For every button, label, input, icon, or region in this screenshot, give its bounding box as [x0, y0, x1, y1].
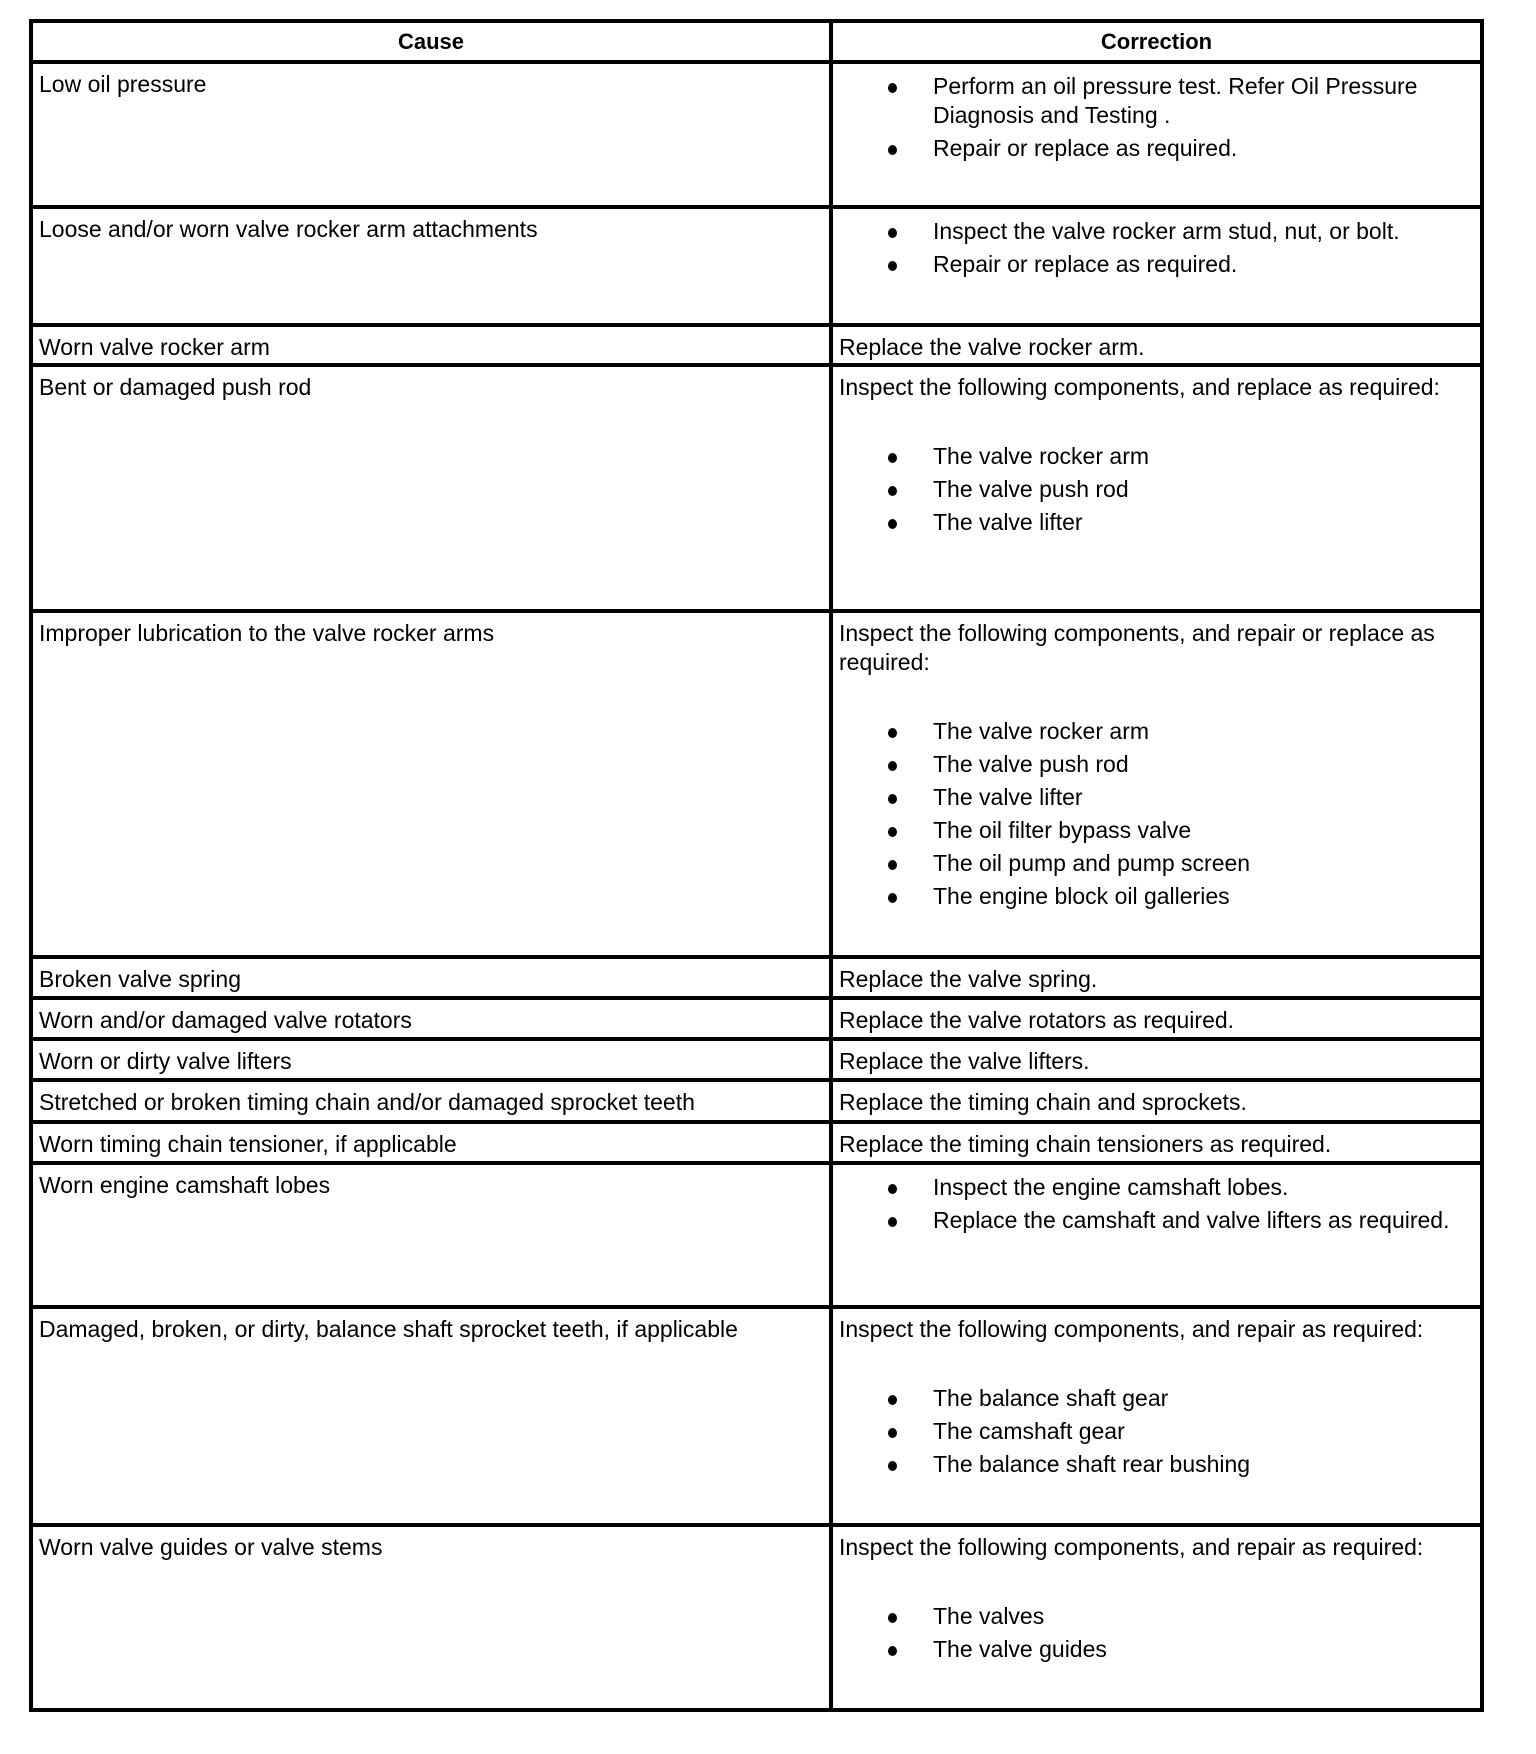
bullet-icon [888, 728, 897, 738]
correction-bullet-item [833, 508, 1480, 537]
header-row [31, 21, 1482, 62]
bullet-text: The balance shaft rear bushing [933, 1451, 1251, 1477]
table-row [31, 207, 1482, 325]
bullet-text: The valves [933, 1603, 1045, 1629]
bullet-icon [888, 1646, 897, 1656]
correction-bullet-item [833, 1384, 1480, 1413]
correction-bullet-item [833, 442, 1480, 471]
bullet-icon [888, 860, 897, 870]
table-row [31, 325, 1482, 365]
bullet-text: The valve lifter [933, 509, 1083, 535]
cause-cell [31, 998, 831, 1039]
bullet-text: The oil pump and pump screen [933, 850, 1251, 876]
bullet-text: The oil filter bypass valve [933, 817, 1192, 843]
bullet-text: Inspect the engine camshaft lobes. [933, 1174, 1289, 1200]
correction-bullet-list [833, 717, 1480, 911]
cause-cell [31, 611, 831, 957]
bullet-text: The balance shaft gear [933, 1385, 1169, 1411]
bullet-text: The camshaft gear [933, 1418, 1125, 1444]
correction-cell [831, 1080, 1482, 1122]
cause-text: Improper lubrication to the valve rocker arms [39, 620, 495, 646]
header-cause: Cause [31, 21, 831, 62]
correction-bullet-list [833, 72, 1480, 163]
correction-cell [831, 1039, 1482, 1080]
bullet-text: The engine block oil galleries [933, 883, 1230, 909]
cause-cell [31, 62, 831, 207]
cause-text: Loose and/or worn valve rocker arm attachments [39, 216, 538, 242]
bullet-icon [888, 761, 897, 771]
table-row [31, 1307, 1482, 1525]
correction-bullet-item [833, 1602, 1480, 1631]
table-row [31, 1122, 1482, 1163]
table-row [31, 1163, 1482, 1307]
cause-text: Stretched or broken timing chain and/or damaged sprocket teeth [39, 1089, 695, 1115]
cause-cell [31, 1039, 831, 1080]
correction-bullet-item [833, 1417, 1480, 1446]
correction-text: Inspect the following components, and repair as required: [839, 1534, 1424, 1560]
table-row [31, 1525, 1482, 1710]
table-row [31, 1080, 1482, 1122]
correction-text: Replace the valve spring. [839, 966, 1098, 992]
correction-text: Replace the timing chain tensioners as required. [839, 1131, 1332, 1157]
bullet-text: Repair or replace as required. [933, 251, 1238, 277]
bullet-icon [888, 1217, 897, 1227]
cause-cell [31, 325, 831, 365]
correction-bullet-list [833, 217, 1480, 279]
correction-bullet-item [833, 882, 1480, 911]
cause-cell [31, 1307, 831, 1525]
correction-bullet-item [833, 72, 1480, 130]
correction-bullet-item [833, 1450, 1480, 1479]
correction-text: Replace the valve rotators as required. [839, 1007, 1235, 1033]
cause-cell [31, 1080, 831, 1122]
cause-text: Worn and/or damaged valve rotators [39, 1007, 412, 1033]
cause-text: Damaged, broken, or dirty, balance shaft sprocket teeth, if applicable [39, 1316, 738, 1342]
bullet-text: Repair or replace as required. [933, 135, 1238, 161]
cause-text: Worn valve guides or valve stems [39, 1534, 383, 1560]
bullet-text: The valve rocker arm [933, 443, 1150, 469]
correction-bullet-item [833, 783, 1480, 812]
table-row [31, 611, 1482, 957]
correction-cell [831, 1122, 1482, 1163]
bullet-text: The valve lifter [933, 784, 1083, 810]
bullet-icon [888, 228, 897, 238]
correction-cell [831, 1307, 1482, 1525]
cause-correction-table [29, 19, 1484, 1712]
bullet-icon [888, 794, 897, 804]
bullet-text: The valve push rod [933, 751, 1129, 777]
correction-bullet-list [833, 1173, 1480, 1235]
bullet-icon [888, 1461, 897, 1471]
correction-bullet-item [833, 217, 1480, 246]
correction-bullet-list [833, 1602, 1480, 1664]
table-row [31, 998, 1482, 1039]
table-row [31, 957, 1482, 998]
bullet-icon [888, 827, 897, 837]
correction-bullet-item [833, 1206, 1480, 1235]
bullet-icon [888, 519, 897, 529]
bullet-icon [888, 893, 897, 903]
header-correction: Correction [831, 21, 1482, 62]
cause-cell [31, 365, 831, 611]
bullet-text: Inspect the valve rocker arm stud, nut, or bolt. [933, 218, 1400, 244]
table-row [31, 365, 1482, 611]
bullet-icon [888, 453, 897, 463]
bullet-icon [888, 1613, 897, 1623]
correction-bullet-item [833, 816, 1480, 845]
cause-cell [31, 957, 831, 998]
table-body [31, 62, 1482, 1710]
cause-text: Worn engine camshaft lobes [39, 1172, 331, 1198]
bullet-icon [888, 145, 897, 155]
correction-bullet-item [833, 1635, 1480, 1664]
correction-cell [831, 207, 1482, 325]
correction-text: Replace the valve lifters. [839, 1048, 1090, 1074]
cause-text: Worn valve rocker arm [39, 334, 270, 360]
cause-text: Broken valve spring [39, 966, 241, 992]
bullet-icon [888, 1184, 897, 1194]
cause-text: Bent or damaged push rod [39, 374, 312, 400]
correction-cell [831, 325, 1482, 365]
correction-bullet-item [833, 250, 1480, 279]
correction-cell [831, 62, 1482, 207]
correction-text: Replace the timing chain and sprockets. [839, 1089, 1247, 1115]
bullet-icon [888, 83, 897, 93]
correction-bullet-item [833, 475, 1480, 504]
cause-cell [31, 207, 831, 325]
correction-cell [831, 365, 1482, 611]
correction-bullet-list [833, 1384, 1480, 1479]
correction-cell [831, 998, 1482, 1039]
cause-text: Worn timing chain tensioner, if applicable [39, 1131, 457, 1157]
correction-bullet-item [833, 849, 1480, 878]
bullet-text: Perform an oil pressure test. Refer Oil Pressure Diagnosis and Testing . [933, 73, 1418, 128]
bullet-icon [888, 486, 897, 496]
correction-text: Inspect the following components, and repair as required: [839, 1316, 1424, 1342]
correction-bullet-item [833, 1173, 1480, 1202]
cause-cell [31, 1525, 831, 1710]
cause-cell [31, 1163, 831, 1307]
cause-cell [31, 1122, 831, 1163]
bullet-text: The valve rocker arm [933, 718, 1150, 744]
correction-bullet-item [833, 750, 1480, 779]
table-row [31, 1039, 1482, 1080]
correction-cell [831, 957, 1482, 998]
bullet-icon [888, 1395, 897, 1405]
table-row [31, 62, 1482, 207]
correction-text: Inspect the following components, and repair or replace as required: [839, 620, 1435, 675]
correction-cell [831, 611, 1482, 957]
bullet-text: Replace the camshaft and valve lifters as required. [933, 1207, 1450, 1233]
bullet-text: The valve push rod [933, 476, 1129, 502]
correction-cell [831, 1163, 1482, 1307]
bullet-icon [888, 261, 897, 271]
cause-text: Low oil pressure [39, 71, 207, 97]
correction-bullet-item [833, 717, 1480, 746]
correction-text: Inspect the following components, and replace as required: [839, 374, 1440, 400]
correction-bullet-item [833, 134, 1480, 163]
correction-text: Replace the valve rocker arm. [839, 334, 1145, 360]
correction-cell [831, 1525, 1482, 1710]
correction-bullet-list [833, 442, 1480, 537]
bullet-text: The valve guides [933, 1636, 1107, 1662]
cause-text: Worn or dirty valve lifters [39, 1048, 292, 1074]
bullet-icon [888, 1428, 897, 1438]
